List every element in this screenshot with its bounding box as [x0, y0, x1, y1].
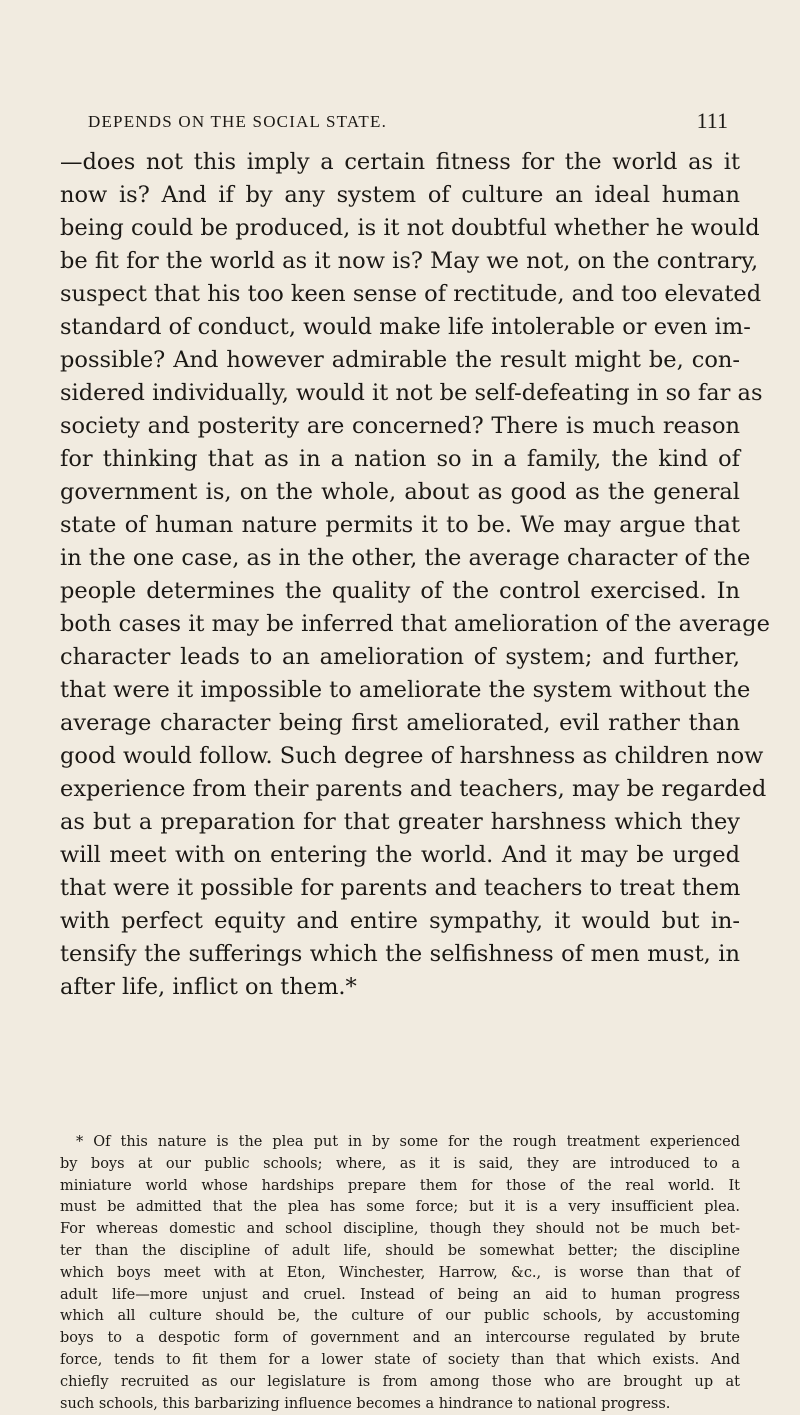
footnote-line: miniature world whose hardships prepare them for those of the real world. It — [60, 1177, 740, 1194]
text-line: both cases it may be inferred that amelioration of the average — [60, 611, 770, 637]
footnote-line: adult life—more unjust and cruel. Instead of being an aid to human progress — [60, 1286, 740, 1303]
footnote-line: which all culture should be, the culture of our public schools, by accustoming — [60, 1308, 740, 1325]
text-line: good would follow. Such degree of harshness as children now — [60, 743, 764, 769]
text-line: that were it possible for parents and teachers to treat them — [60, 875, 741, 901]
page-header — [88, 108, 728, 138]
page-number: 111 — [696, 108, 728, 133]
footnote-line: such schools, this barbarizing influence becomes a hindrance to national progress. — [60, 1395, 671, 1412]
footnote-line: force, tends to fit them for a lower state of society than that which exists. And — [60, 1351, 740, 1368]
footnote — [60, 1132, 740, 1415]
text-line: that were it impossible to ameliorate the system without the — [60, 677, 751, 703]
text-line: for thinking that as in a nation so in a family, the kind of — [60, 446, 740, 472]
text-line: with perfect equity and entire sympathy, it would but in- — [60, 908, 740, 934]
text-line: —does not this imply a certain fitness for the world as it — [60, 149, 740, 175]
footnote-line: ter than the discipline of adult life, should be somewhat better; the discipline — [60, 1242, 740, 1259]
text-line: character leads to an amelioration of system; and further, — [60, 644, 740, 670]
text-line: be fit for the world as it now is? May we not, on the contrary, — [60, 248, 759, 274]
text-line: being could be produced, is it not doubtful whether he would — [60, 215, 760, 241]
footnote-line: chiefly recruited as our legislature is from among those who are brought up at — [60, 1373, 740, 1390]
text-line: as but a preparation for that greater harshness which they — [60, 809, 740, 835]
text-line: experience from their parents and teachers, may be regarded — [60, 776, 767, 802]
text-line: government is, on the whole, about as good as the general — [60, 479, 740, 505]
text-line: after life, inflict on them.* — [60, 974, 357, 1000]
text-line: sidered individually, would it not be self-defeating in so far as — [60, 380, 763, 406]
running-head: DEPENDS ON THE SOCIAL STATE. — [88, 112, 388, 131]
footnote-line: by boys at our public schools; where, as it is said, they are introduced to a — [60, 1155, 740, 1172]
text-line: people determines the quality of the control exercised. In — [60, 578, 740, 604]
footnote-line: * Of this nature is the plea put in by some for the rough treatment experienced — [76, 1134, 740, 1150]
text-line: possible? And however admirable the result might be, con- — [60, 347, 740, 373]
footnote-line: which boys meet with at Eton, Winchester, Harrow, &c., is worse than that of — [60, 1264, 740, 1281]
text-line: now is? And if by any system of culture an ideal human — [60, 182, 740, 208]
text-line: suspect that his too keen sense of rectitude, and too elevated — [60, 281, 762, 307]
footnote-line: must be admitted that the plea has some force; but it is a very insufficient plea. — [60, 1199, 740, 1216]
text-line: standard of conduct, would make life intolerable or even im- — [60, 314, 751, 340]
text-line: society and posterity are concerned? There is much reason — [60, 413, 740, 439]
text-line: average character being first ameliorated, evil rather than — [60, 710, 740, 736]
text-line: in the one case, as in the other, the average character of the — [60, 545, 751, 571]
text-line: will meet with on entering the world. And it may be urged — [60, 842, 740, 868]
text-line: tensify the sufferings which the selfishness of men must, in — [60, 941, 740, 967]
main-text — [60, 146, 770, 1004]
text-line: state of human nature permits it to be. We may argue that — [60, 512, 740, 538]
footnote-line: boys to a despotic form of government and an intercourse regulated by brute — [60, 1330, 740, 1347]
footnote-line: For whereas domestic and school discipline, though they should not be much bet- — [60, 1221, 740, 1238]
